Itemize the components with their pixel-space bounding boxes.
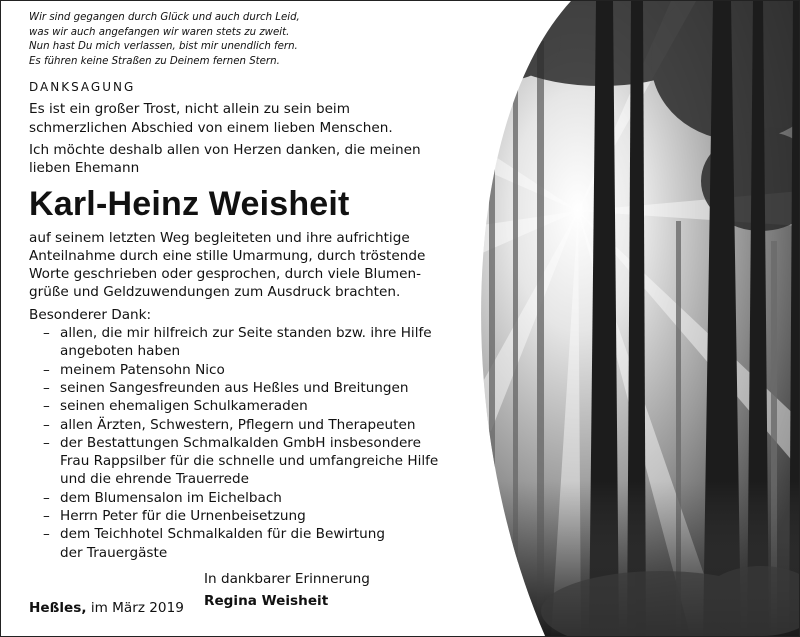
notice-heading: DANKSAGUNG	[29, 80, 136, 95]
special-thanks-label: Besonderer Dank:	[29, 306, 152, 323]
poem-line: Nun hast Du mich verlassen, bist mir unendlich fern.	[29, 41, 298, 53]
paragraph-line: Ich möchte deshalb allen von Herzen danken, die meinen	[29, 141, 421, 158]
list-item-line: seinen ehemaligen Schulkameraden	[60, 398, 308, 415]
dash-bullet: –	[43, 416, 50, 433]
list-item	[43, 324, 449, 361]
signer-name: Regina Weisheit	[204, 592, 329, 609]
dash-bullet: –	[43, 325, 50, 342]
list-item-line: Herrn Peter für die Urnenbeisetzung	[60, 508, 306, 525]
paragraph-line: Es ist ein großer Trost, nicht allein zu sein beim	[29, 101, 350, 118]
list-item-line: allen Ärzten, Schwestern, Pflegern und Therapeuten	[60, 416, 416, 433]
paragraph-line: schmerzlichen Abschied von einem lieben Menschen.	[29, 119, 393, 136]
poem-line: Wir sind gegangen durch Glück und auch durch Leid,	[29, 12, 300, 23]
list-item-line: dem Blumensalon im Eichelbach	[60, 489, 282, 506]
list-item-line: meinem Patensohn Nico	[60, 361, 225, 378]
list-item-line: dem Teichhotel Schmalkalden für die Bewirtung	[60, 526, 386, 543]
paragraph-line: Anteilnahme durch eine stille Umarmung, durch tröstende	[29, 247, 426, 264]
list-item	[43, 434, 449, 489]
list-item-line: und die ehrende Trauerrede	[60, 471, 250, 488]
forest-photo	[441, 1, 800, 637]
dash-bullet: –	[43, 379, 50, 396]
dash-bullet: –	[43, 361, 50, 378]
dash-bullet: –	[43, 489, 50, 506]
poem-line: Es führen keine Straßen zu Deinem fernen Stern.	[29, 55, 280, 67]
paragraph-line: auf seinem letzten Weg begleiteten und ihre aufrichtige	[29, 229, 410, 246]
dash-bullet: –	[43, 434, 50, 451]
list-item-line: angeboten haben	[60, 343, 181, 360]
list-item	[43, 397, 449, 415]
place-name: Heßles,	[29, 600, 87, 616]
notice-text	[29, 11, 449, 612]
poem-line: was wir auch angefangen wir waren stets zu zweit.	[29, 26, 290, 38]
list-item-line: der Bestattungen Schmalkalden GmbH insbesondere	[60, 434, 421, 451]
paragraph-line: Worte geschrieben oder gesprochen, durch viele Blumen-	[29, 266, 422, 283]
date-text: im März 2019	[90, 600, 184, 616]
closing-text: In dankbarer Erinnerung	[204, 570, 370, 587]
list-item-line: allen, die mir hilfreich zur Seite standen bzw. ihre Hilfe	[60, 325, 432, 342]
list-item	[43, 379, 449, 397]
deceased-name: Karl-Heinz Weisheit	[29, 184, 350, 223]
special-thanks-list	[29, 324, 449, 562]
list-item	[43, 525, 449, 562]
forest-sunbeam-image	[441, 1, 800, 637]
gratitude-paragraph	[29, 229, 449, 302]
dash-bullet: –	[43, 526, 50, 543]
intro-paragraph	[29, 100, 449, 137]
poem	[29, 11, 449, 69]
paragraph-line: lieben Ehemann	[29, 160, 140, 177]
paragraph-line: grüße und Geldzuwendungen zum Ausdruck brachten.	[29, 284, 401, 301]
list-item	[43, 361, 449, 379]
place-and-date	[29, 599, 184, 617]
dash-bullet: –	[43, 508, 50, 525]
list-item-line: der Trauergäste	[60, 544, 168, 561]
list-item	[43, 416, 449, 434]
list-item	[43, 507, 449, 525]
list-item	[43, 489, 449, 507]
dash-bullet: –	[43, 398, 50, 415]
thanks-paragraph	[29, 141, 449, 178]
list-item-line: Frau Rappsilber für die schnelle und umfangreiche Hilfe	[60, 453, 439, 470]
list-item-line: seinen Sangesfreunden aus Heßles und Breitungen	[60, 379, 409, 396]
signature-block	[204, 568, 449, 612]
